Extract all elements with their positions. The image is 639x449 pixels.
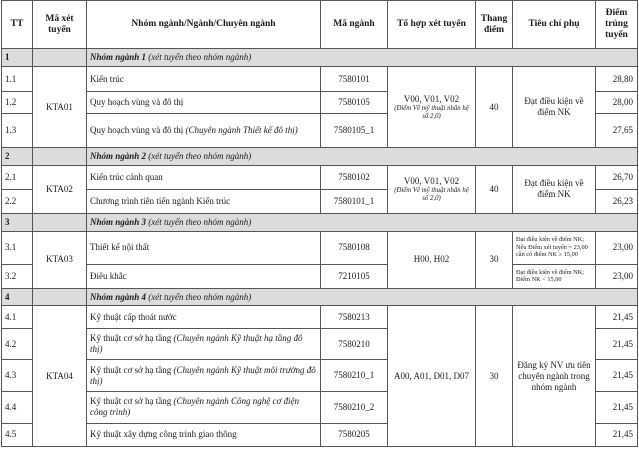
row-tt: 4.5: [2, 423, 33, 446]
table-row: [2, 66, 638, 91]
row-major-code: 7580105_1: [321, 114, 388, 148]
row-tt: 3.2: [2, 264, 33, 288]
row-score: 21,45: [596, 391, 638, 423]
group-note: (xét tuyển theo nhóm ngành): [146, 216, 252, 227]
row-score: 23,00: [596, 264, 638, 288]
group-note: (xét tuyển theo nhóm ngành): [146, 150, 252, 161]
header-to-hop: Tổ hợp xét tuyển: [388, 1, 476, 49]
row-name: Kỹ thuật cơ sở hạ tầng (Chuyên ngành Kỹ thuật môi trường đô thị): [87, 360, 321, 392]
row-name: Quy hoạch vùng và đô thị: [87, 92, 321, 114]
header-ma-nganh: Mã ngành: [321, 1, 388, 49]
row-major-code: 7580102: [321, 165, 388, 189]
table-row: [2, 264, 638, 288]
row-name: Kiến trúc: [87, 66, 321, 91]
header-tt: TT: [2, 1, 33, 49]
criteria-text: Đạt điều kiện về điểm NK; Điểm NK < 15,00: [516, 268, 585, 284]
header-row: [2, 1, 638, 49]
group-name: Nhóm ngành 1: [90, 52, 147, 63]
group-row: [2, 214, 638, 232]
row-score: 21,45: [596, 329, 638, 360]
criteria-text: Đạt điều kiện về điểm NK; Nếu Điểm xét tuyển = 23,00 cần có điểm NK ≥ 15,00: [516, 236, 588, 259]
row-major-code: 7580105: [321, 92, 388, 114]
row-score: 28,80: [596, 66, 638, 91]
group-scale: 30: [476, 306, 513, 447]
group-name: Nhóm ngành 2: [90, 150, 147, 161]
group-scale: 40: [476, 165, 513, 213]
group-scale: 40: [476, 66, 513, 147]
row-major-code: 7580101: [321, 66, 388, 91]
group-row: [2, 49, 638, 67]
table-row: [2, 306, 638, 329]
row-tt: 1.1: [2, 66, 33, 91]
row-name: Thiết kế nội thất: [87, 231, 321, 264]
row-tt: 2.2: [2, 189, 33, 213]
group-row: [2, 148, 638, 166]
row-name: Kỹ thuật cơ sở hạ tầng (Chuyên ngành Công nghệ cơ điện công trình): [87, 391, 321, 423]
group-name: Nhóm ngành 3: [90, 216, 147, 227]
header-tieu-chi: Tiêu chí phụ: [513, 1, 596, 49]
row-major-code: 7580213: [321, 306, 388, 329]
admission-scores-table: [1, 0, 638, 447]
group-combo: V00, V01, V02 (Điểm Vẽ mỹ thuật nhân hệ số 2,0): [388, 66, 476, 147]
header-diem: Điểm trúng tuyển: [596, 1, 638, 49]
group-tt: 2: [2, 148, 33, 166]
row-tt: 2.1: [2, 165, 33, 189]
row-name: Quy hoạch vùng và đô thị (Chuyên ngành Thiết kế đô thị): [87, 114, 321, 148]
row-score: 26,70: [596, 165, 638, 189]
row-score: 23,00: [596, 231, 638, 264]
row-major-code: 7580205: [321, 423, 388, 446]
group-note: (xét tuyển theo nhóm ngành): [146, 291, 252, 302]
table-row: [2, 165, 638, 189]
row-tt: 1.3: [2, 114, 33, 148]
group-criteria: Đạt điều kiện về điểm NK: [513, 66, 596, 147]
row-major-code: 7580210: [321, 329, 388, 360]
row-tt: 3.1: [2, 231, 33, 264]
row-tt: 4.1: [2, 306, 33, 329]
header-nhom-nganh: Nhóm ngành/Ngành/Chuyên ngành: [87, 1, 321, 49]
group-name: Nhóm ngành 4: [90, 291, 147, 302]
group-tt: 1: [2, 49, 33, 67]
row-score: 28,00: [596, 92, 638, 114]
group-code: KTA03: [33, 231, 87, 288]
row-score: 26,23: [596, 189, 638, 213]
row-score: 27,65: [596, 114, 638, 148]
group-title: [87, 214, 638, 232]
group-note: (xét tuyển theo nhóm ngành): [146, 52, 252, 63]
row-score: 21,45: [596, 360, 638, 392]
header-ma-xet-tuyen: Mã xét tuyển: [33, 1, 87, 49]
table-row: [2, 231, 638, 264]
row-tt: 4.2: [2, 329, 33, 360]
group-title: [87, 148, 638, 166]
group-combo: H00, H02: [388, 231, 476, 288]
group-title: [87, 288, 638, 306]
row-major-code: 7580108: [321, 231, 388, 264]
row-major-code: 7580210_2: [321, 391, 388, 423]
group-code: KTA02: [33, 165, 87, 213]
row-name: Kỹ thuật xây dựng công trình giao thông: [87, 423, 321, 446]
group-code: KTA04: [33, 306, 87, 447]
criteria-cell: [513, 231, 596, 264]
row-score: 21,45: [596, 423, 638, 446]
row-score: 21,45: [596, 306, 638, 329]
row-name: Kiến trúc cảnh quan: [87, 165, 321, 189]
criteria-cell: [513, 264, 596, 288]
group-code: KTA01: [33, 66, 87, 147]
group-tt: 4: [2, 288, 33, 306]
row-tt: 4.3: [2, 360, 33, 392]
row-name: Kỹ thuật cơ sở hạ tầng (Chuyên ngành Kỹ thuật hạ tầng đô thị): [87, 329, 321, 360]
row-major-code: 7580210_1: [321, 360, 388, 392]
row-name: Điêu khắc: [87, 264, 321, 288]
group-title: [87, 49, 638, 67]
row-major-code: 7210105: [321, 264, 388, 288]
group-row: [2, 288, 638, 306]
row-name: Chương trình tiên tiến ngành Kiến trúc: [87, 189, 321, 213]
row-tt: 1.2: [2, 92, 33, 114]
header-thang-diem: Thang điểm: [476, 1, 513, 49]
row-tt: 4.4: [2, 391, 33, 423]
group-combo: A00, A01, D01, D07: [388, 306, 476, 447]
row-major-code: 7580101_1: [321, 189, 388, 213]
group-tt: 3: [2, 214, 33, 232]
row-name: Kỹ thuật cấp thoát nước: [87, 306, 321, 329]
group-criteria: Đăng ký NV ưu tiên chuyên ngành trong nhóm ngành: [513, 306, 596, 447]
group-criteria: Đạt điều kiện về điểm NK: [513, 165, 596, 213]
group-scale: 30: [476, 231, 513, 288]
group-combo: V00, V01, V02 (Điểm Vẽ mỹ thuật nhân hệ số 2,0): [388, 165, 476, 213]
